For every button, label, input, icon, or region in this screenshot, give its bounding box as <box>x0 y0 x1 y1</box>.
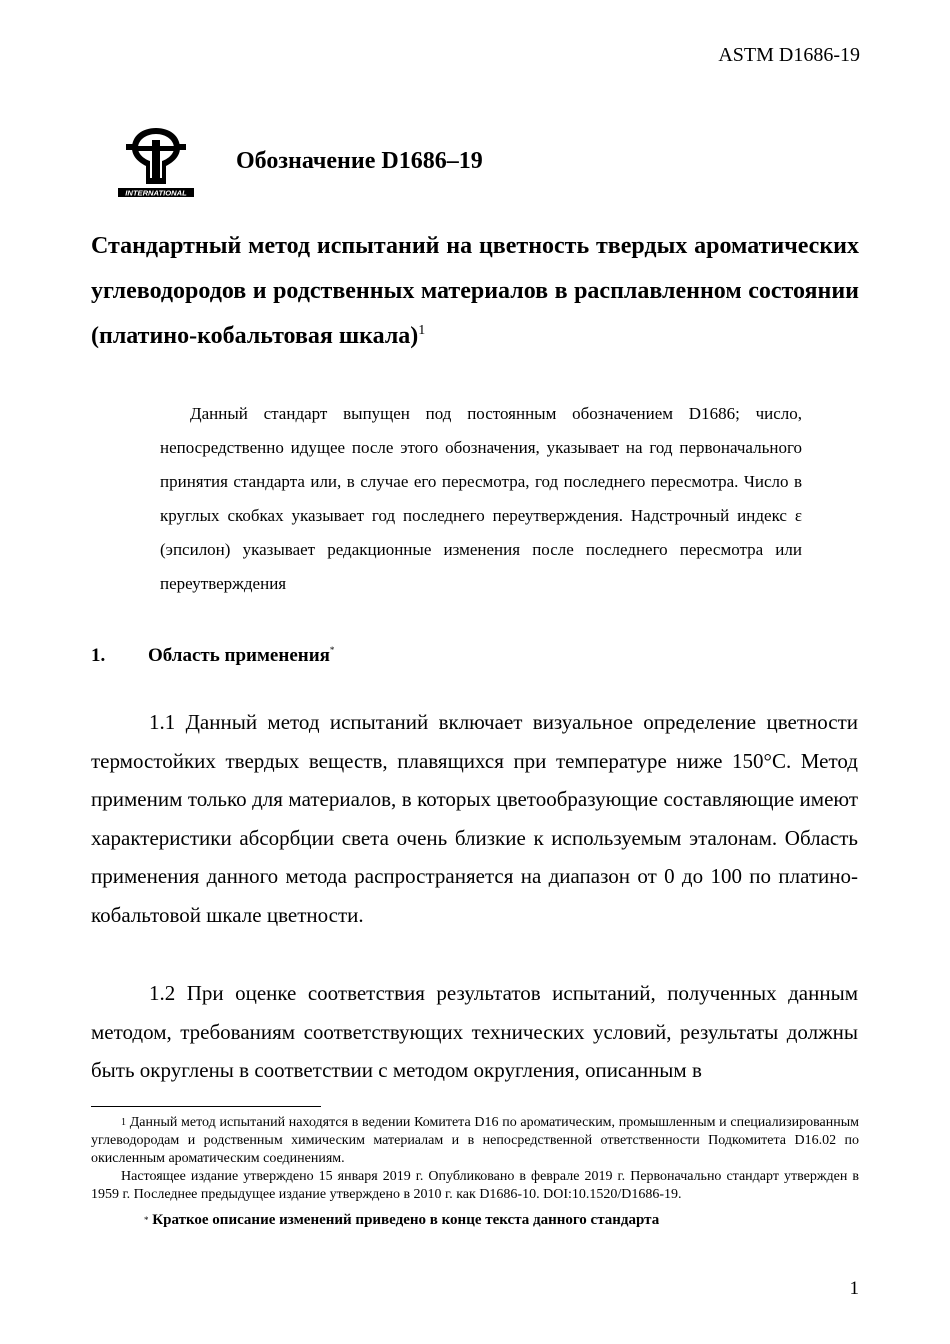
section-title-text: Область применения <box>148 645 330 666</box>
footnote-changes-text: Краткое описание изменений приведено в конце текста данного стандарта <box>152 1212 660 1228</box>
section-number: 1. <box>91 645 106 666</box>
footnote-divider <box>91 1106 321 1107</box>
footnote-changes <box>91 1211 859 1229</box>
section-title <box>148 645 334 667</box>
document-code: ASTM D1686-19 <box>718 44 860 66</box>
astm-logo <box>112 126 200 200</box>
footnote-edition: Настоящее издание утверждено 15 января 2019 г. Опубликовано в феврале 2019 г. Первоначально стандарт утвержден в 1959 г. Последнее предыдущее издание утверждено в 2010 г. как D1686-10. DOI:10.1520/D1686-19. <box>91 1169 859 1202</box>
paragraph-1-1: 1.1 Данный метод испытаний включает визуальное определение цветности термостойких твердых веществ, плавящихся при температуре ниже 150°C. Метод применим только для материалов, в которых цветообразующие составляющие имеют характеристики абсорбции света очень близкие к используемым эталонам. Область применения данного метода распространяется на диапазон от 0 до 100 по платино-кобальтовой шкале цветности. <box>91 710 858 927</box>
astm-international-logo-icon <box>112 126 200 200</box>
footnote-1 <box>91 1114 859 1168</box>
paragraph-1-2: 1.2 При оценке соответствия результатов испытаний, полученных данным методом, требованиям соответствующих технических условий, результаты должны быть округлены в соответствии с методом округления, описанным в <box>91 981 858 1082</box>
footnote-changes-mark: * <box>144 1215 149 1225</box>
designation-notice: Данный стандарт выпущен под постоянным обозначением D1686; число, непосредственно идущее после этого обозначения, указывает на год первоначального принятия стандарта или, в случае его пересмотра, год последнего пересмотра. Число в круглых скобках указывает год последнего переутверждения. Надстрочный индекс ε (эпсилон) указывает редакционные изменения после последнего пересмотра или переутверждения <box>160 404 802 593</box>
svg-text:INTERNATIONAL: INTERNATIONAL <box>125 188 187 198</box>
footnote-1-text: Данный метод испытаний находятся в ведении Комитета D16 по ароматическим, промышленным и специализированным углеводородам и родственным химическим материалам и в непосредственной ответственности Подкомитета D16.02 по окисленным ароматическим соединениям. <box>91 1115 859 1166</box>
standard-title-text: Стандартный метод испытаний на цветность твердых ароматических углеводородов и родственных материалов в расплавленном состоянии (платино-кобальтовая шкала) <box>91 233 859 349</box>
title-footnote-mark: 1 <box>418 323 426 338</box>
section-title-mark: * <box>329 645 335 655</box>
standard-title <box>91 224 859 359</box>
page-number: 1 <box>849 1278 859 1299</box>
footnote-1-mark: 1 <box>121 1117 126 1128</box>
designation-title: Обозначение D1686–19 <box>236 148 483 174</box>
